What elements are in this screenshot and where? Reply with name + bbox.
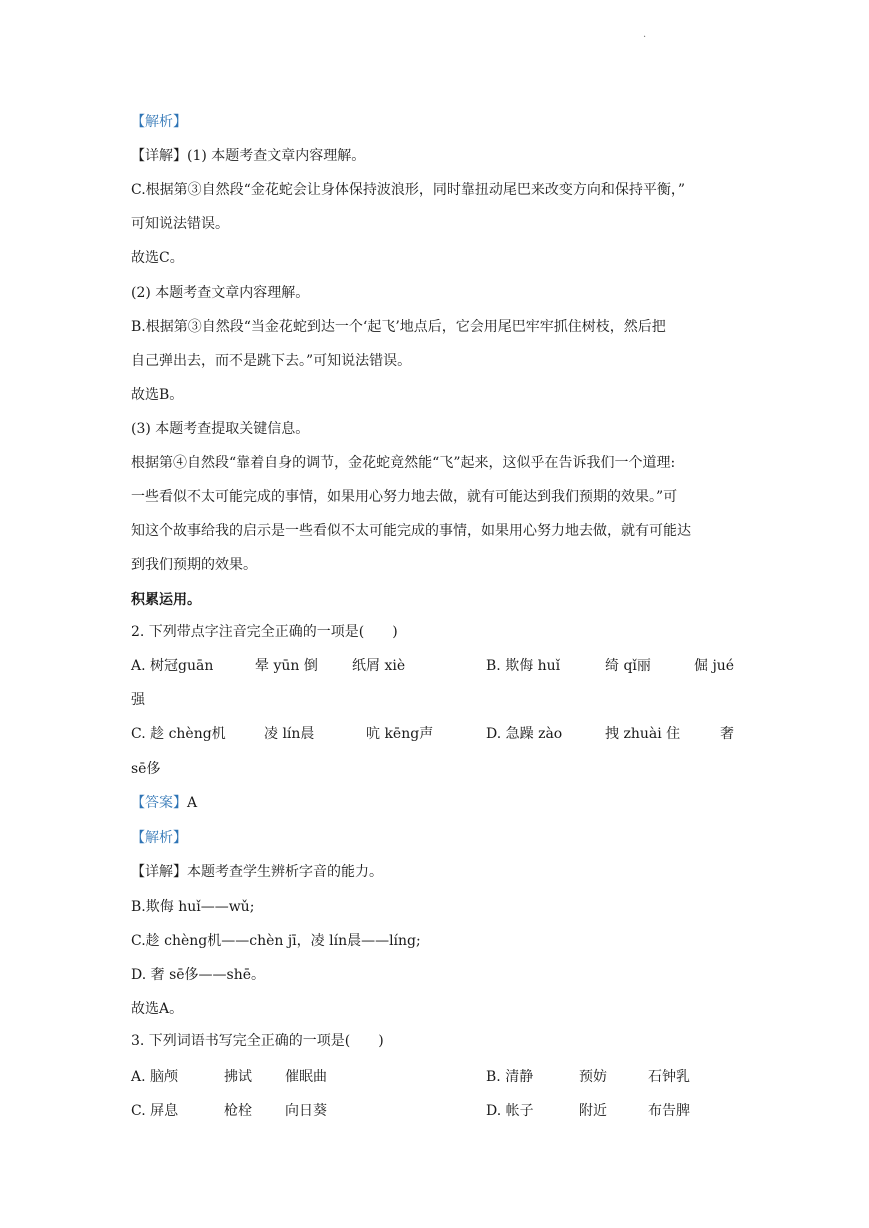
q2-option-b-1: B. 欺侮 huǐ xyxy=(486,658,561,674)
q2-option-a-2: 晕 yūn 倒 xyxy=(255,658,318,674)
q3-option-c-1: C. 屏息 xyxy=(131,1103,179,1119)
q2-option-a-3: 纸屑 xiè xyxy=(352,658,406,674)
q2-option-b-2: 绮 qǐ丽 xyxy=(605,658,651,674)
page-top-dot: · xyxy=(643,32,647,43)
q3-option-d-3: 布告脾 xyxy=(648,1103,690,1119)
paragraph-3-line-4: 到我们预期的效果。 xyxy=(131,557,257,573)
option-b-explanation-2: 自己弹出去，而不是跳下去。”可知说法错误。 xyxy=(131,353,412,369)
paragraph-3-line-2: 一些看似不太可能完成的事情，如果用心努力地去做，就有可能达到我们预期的效果。”可 xyxy=(131,489,678,505)
option-c-explanation-1: C.根据第③自然段“金花蛇会让身体保持波浪形，同时靠扭动尾巴来改变方向和保持平衡，” xyxy=(131,182,685,198)
q2-analysis-label: 【解析】 xyxy=(131,830,187,846)
option-c-explanation-2: 可知说法错误。 xyxy=(131,216,229,232)
q2-option-c-3: 吭 kēng声 xyxy=(366,726,434,742)
detail-line-1: 【详解】(1) 本题考查文章内容理解。 xyxy=(131,148,366,164)
q2-detail-c: C.趁 chèng机——chèn jī，凌 lín晨——líng; xyxy=(131,933,421,949)
q3-option-a-1: A. 脑颅 xyxy=(131,1069,179,1085)
q3-option-b-3: 石钟乳 xyxy=(648,1069,690,1085)
q3-option-b-2: 预妨 xyxy=(579,1069,607,1085)
q2-option-c-1: C. 趁 chèng机 xyxy=(131,726,226,742)
q2-option-d-2: 拽 zhuài 住 xyxy=(605,726,681,742)
choose-b: 故选B。 xyxy=(131,387,184,403)
paragraph-3-line-3: 知这个故事给我的启示是一些看似不太可能完成的事情，如果用心努力地去做，就有可能达 xyxy=(131,523,691,539)
question-3-stem: 3. 下列词语书写完全正确的一项是( ) xyxy=(131,1033,384,1049)
q2-choose: 故选A。 xyxy=(131,1001,184,1017)
q2-option-c-2: 凌 lín晨 xyxy=(264,726,315,742)
q2-option-a-1: A. 树冠guān xyxy=(131,658,214,674)
q3-option-b-1: B. 清静 xyxy=(486,1069,534,1085)
paragraph-3-line-1: 根据第④自然段“靠着自身的调节，金花蛇竟然能“飞”起来，这似乎在告诉我们一个道理: xyxy=(131,455,676,471)
q2-option-d-3: 奢 xyxy=(720,726,734,742)
answer-label: 【答案】 xyxy=(131,795,187,811)
choose-c: 故选C。 xyxy=(131,250,184,266)
q2-option-d-wrap: sē侈 xyxy=(131,761,161,777)
answer-value: A xyxy=(187,795,198,811)
question-3-title: (3) 本题考查提取关键信息。 xyxy=(131,421,310,437)
q2-option-b-wrap: 强 xyxy=(131,692,145,708)
q3-option-c-3: 向日葵 xyxy=(285,1103,327,1119)
q3-option-d-2: 附近 xyxy=(579,1103,607,1119)
q3-option-a-2: 拂试 xyxy=(224,1069,252,1085)
q3-option-a-3: 催眠曲 xyxy=(285,1069,327,1085)
q2-option-d-1: D. 急躁 zào xyxy=(486,726,563,742)
q3-option-c-2: 枪栓 xyxy=(224,1103,252,1119)
q2-detail-d: D. 奢 sē侈——shē。 xyxy=(131,967,266,983)
option-b-explanation-1: B.根据第③自然段“当金花蛇到达一个‘起飞’地点后，它会用尾巴牢牢抓住树枝，然后把 xyxy=(131,319,666,335)
q3-option-d-1: D. 帐子 xyxy=(486,1103,534,1119)
q2-detail: 【详解】本题考查学生辨析字音的能力。 xyxy=(131,864,383,880)
q2-option-b-3: 倔 jué xyxy=(694,658,735,674)
q2-answer-line xyxy=(131,793,197,813)
question-2-stem: 2. 下列带点字注音完全正确的一项是( ) xyxy=(131,624,398,640)
analysis-label-1: 【解析】 xyxy=(131,114,187,130)
question-2-title: (2) 本题考查文章内容理解。 xyxy=(131,285,310,301)
q2-detail-b: B.欺侮 huǐ——wǔ; xyxy=(131,899,255,915)
section-heading: 积累运用。 xyxy=(131,592,201,608)
